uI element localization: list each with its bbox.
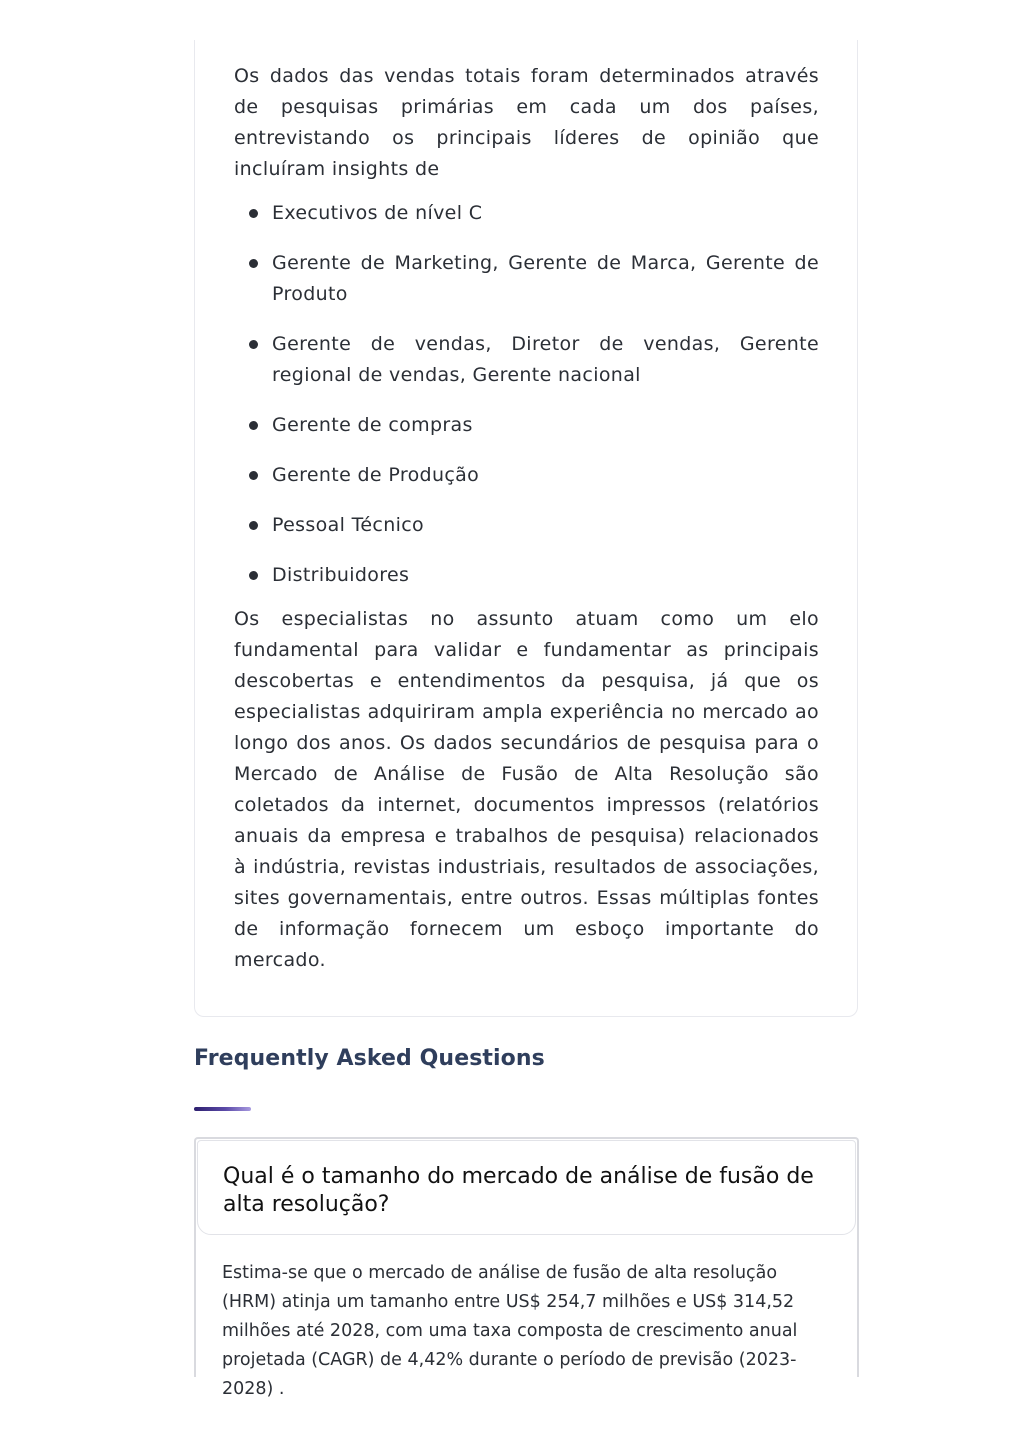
faq-heading: Frequently Asked Questions (194, 1046, 545, 1071)
faq-question[interactable]: Qual é o tamanho do mercado de análise de fusão de alta resolução? (197, 1140, 856, 1235)
bullet-dot-icon (249, 209, 258, 218)
faq-heading-underline (194, 1107, 251, 1111)
bullet-dot-icon (249, 571, 258, 580)
list-item-text: Gerente de vendas, Diretor de vendas, Gerente regional de vendas, Gerente nacional (272, 333, 819, 386)
list-item-text: Gerente de Produção (272, 464, 480, 486)
list-item-text: Gerente de Marketing, Gerente de Marca, Gerente de Produto (272, 252, 819, 305)
bullet-dot-icon (249, 340, 258, 349)
list-item (234, 198, 819, 229)
list-item (234, 410, 819, 441)
list-item-text: Executivos de nível C (272, 202, 483, 224)
list-item-text: Pessoal Técnico (272, 514, 425, 536)
article-card (194, 40, 858, 1017)
list-item (234, 560, 819, 591)
list-item-text: Gerente de compras (272, 414, 473, 436)
list-item (234, 510, 819, 541)
faq-answer: Estima-se que o mercado de análise de fusão de alta resolução (HRM) atinja um tamanho entre US$ 254,7 milhões e US$ 314,52 milhões até 2028, com uma taxa composta de crescimento anual projetada (CAGR) de 4,42% durante o período de previsão (2023-2028) . (222, 1263, 798, 1399)
bullet-dot-icon (249, 471, 258, 480)
article-body (234, 61, 819, 976)
bullet-dot-icon (249, 421, 258, 430)
list-item (234, 460, 819, 491)
intro-paragraph: Os dados das vendas totais foram determinados através de pesquisas primárias em cada um dos países, entrevistando os principais líderes de opinião que incluíram insights de (234, 65, 819, 180)
list-item (234, 248, 819, 310)
faq-item (194, 1137, 859, 1399)
list-item-text: Distribuidores (272, 564, 410, 586)
closing-paragraph: Os especialistas no assunto atuam como um elo fundamental para validar e fundamentar as principais descobertas e entendimentos da pesquisa, já que os especialistas adquiriram ampla experiência no mercado ao longo dos anos. Os dados secundários de pesquisa para o Mercado de Análise de Fusão de Alta Resolução são coletados da internet, documentos impressos (relatórios anuais da empresa e trabalhos de pesquisa) relacionados à indústria, revistas industriais, resultados de associações, sites governamentais, entre outros. Essas múltiplas fontes de informação fornecem um esboço importante do mercado. (234, 608, 819, 971)
list-item (234, 329, 819, 391)
bullet-dot-icon (249, 259, 258, 268)
respondent-list (234, 198, 819, 591)
bullet-dot-icon (249, 521, 258, 530)
